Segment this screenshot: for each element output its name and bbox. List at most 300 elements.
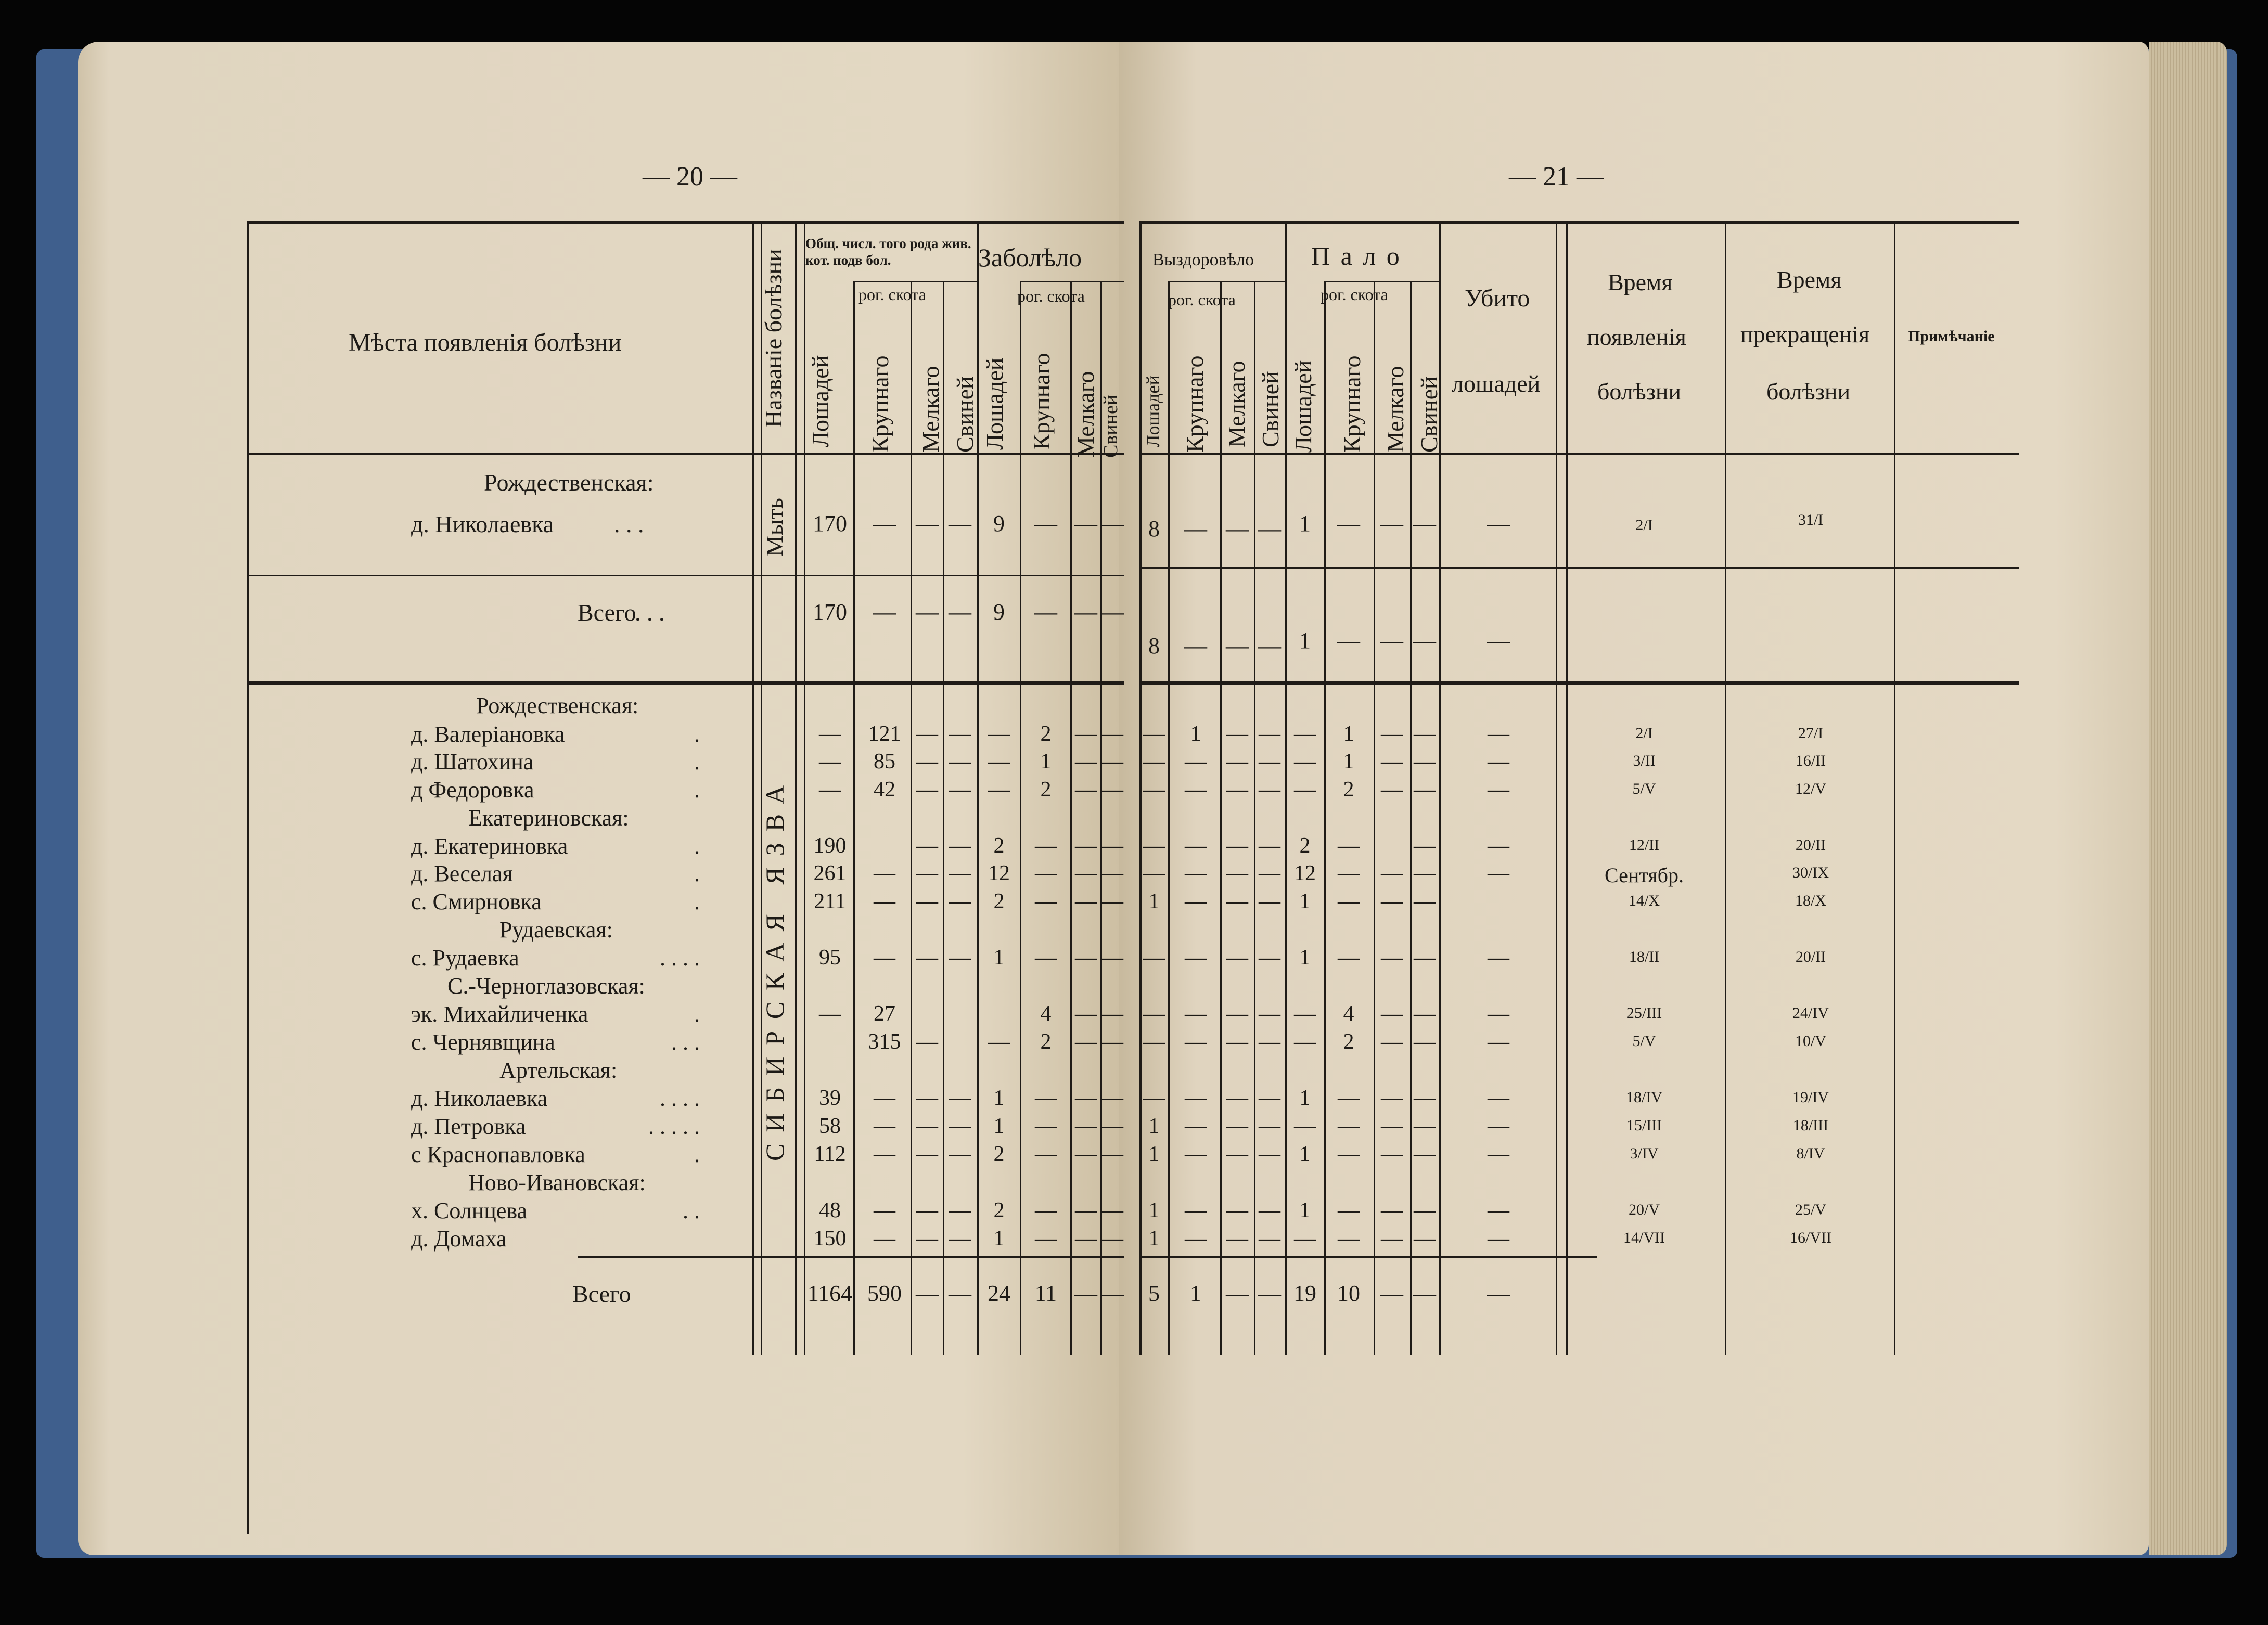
col-died-l <box>1324 281 1326 1355</box>
volost-label: Екатериновская: <box>468 805 629 831</box>
village-label: д. Екатериновка <box>411 833 568 859</box>
col-rec-l <box>1168 281 1170 1355</box>
rec-cell: 1 <box>1148 889 1160 913</box>
cell-total_horses: 261 <box>813 861 847 885</box>
col-died-p <box>1410 281 1412 1355</box>
leader-dots: . . . . . <box>648 1114 700 1139</box>
cell-ill_large: — <box>1035 946 1057 970</box>
died-cell: 1 <box>1299 946 1311 970</box>
rec-cell: — <box>1185 750 1207 773</box>
header-total-horses: Лошадей <box>807 355 834 447</box>
end-cell: 18/III <box>1792 1117 1829 1134</box>
rec-cell: — <box>1226 889 1248 913</box>
cell-total_large: — <box>874 1086 895 1110</box>
header-total-cattle: рог. скота <box>858 285 926 304</box>
cell-total_small: — <box>916 861 938 885</box>
s1-total_pigs: — <box>949 511 971 536</box>
col-disease-left <box>752 221 754 1355</box>
header-place: Мѣста появленія болѣзни <box>349 329 622 356</box>
rec-cell: — <box>1226 778 1248 802</box>
header-end-1: Время <box>1777 266 1842 293</box>
header-total-group: Общ. числ. того рода жив. кот. подв бол. <box>805 236 971 268</box>
cell-total_small: — <box>916 778 938 802</box>
header-died-horses: Лошадей <box>1290 360 1316 453</box>
died-cell: — <box>1414 1142 1436 1166</box>
rec-cell: — <box>1226 1114 1248 1138</box>
s2-sum-killed: — <box>1487 1281 1510 1306</box>
rec-cell: — <box>1143 1030 1165 1054</box>
start-cell: 18/IV <box>1626 1089 1662 1106</box>
died-cell: — <box>1381 722 1403 746</box>
rec-cell: — <box>1259 1086 1280 1110</box>
cell-total_large: — <box>874 889 895 913</box>
cell-ill_large: — <box>1035 1142 1057 1166</box>
header-total-large: Крупнаго <box>867 355 893 453</box>
cell-total_pigs: — <box>949 834 971 858</box>
cattle-rule-total <box>853 281 977 282</box>
col-died-s <box>1374 281 1375 1355</box>
cell-total_horses: 150 <box>813 1227 847 1250</box>
s1-ill_large: — <box>1034 511 1057 536</box>
s1-sum-ill_large: — <box>1034 599 1057 625</box>
cell-ill_pigs: — <box>1101 722 1123 746</box>
rec-cell: 1 <box>1148 1227 1160 1250</box>
header-total-pigs: Свиней <box>952 376 978 453</box>
leader-dots: . . . <box>671 1029 700 1055</box>
end-cell: 20/II <box>1795 948 1826 965</box>
cell-total_small: — <box>916 722 938 746</box>
cell-total_small: — <box>916 1142 938 1166</box>
col-start-b <box>1566 221 1568 1355</box>
header-rec-cattle: рог. скота <box>1168 290 1236 309</box>
cell-ill_large: — <box>1035 1227 1057 1250</box>
cell-total_pigs: — <box>949 722 971 746</box>
died-cell: — <box>1414 778 1436 802</box>
rec-cell: — <box>1185 889 1207 913</box>
cell-ill_large: — <box>1035 834 1057 858</box>
died-cell: — <box>1381 778 1403 802</box>
cell-ill_small: — <box>1075 750 1097 773</box>
cell-ill_large: 4 <box>1040 1002 1052 1026</box>
s2-sum-ill_small: — <box>1074 1281 1097 1306</box>
s2-sum-died-0: 19 <box>1293 1281 1316 1306</box>
s1-sum-label: Всего <box>578 599 636 626</box>
village-label: д. Домаха <box>411 1226 507 1252</box>
rec-cell: 1 <box>1148 1198 1160 1222</box>
village-label: д. Петровка <box>411 1114 526 1139</box>
s2-sum-label: Всего <box>572 1281 631 1307</box>
s1-ill_pigs: — <box>1101 511 1124 536</box>
s1-disease: Мыть <box>761 498 788 557</box>
died-cell: — <box>1338 1086 1360 1110</box>
r1-sum-died-2: — <box>1380 628 1403 653</box>
cell-ill_horses: 2 <box>993 834 1005 858</box>
cell-ill_pigs: — <box>1101 1030 1123 1054</box>
died-cell: — <box>1338 889 1360 913</box>
rec-cell: — <box>1226 861 1248 885</box>
died-cell: 1 <box>1343 750 1354 773</box>
cell-total_small: — <box>916 834 938 858</box>
cell-total_pigs: — <box>949 1227 971 1250</box>
cell-total_large: — <box>874 1114 895 1138</box>
rec-cell: — <box>1143 750 1165 773</box>
cell-ill_large: 1 <box>1040 750 1052 773</box>
cell-ill_small: — <box>1075 834 1097 858</box>
died-cell: 2 <box>1343 1030 1354 1054</box>
leader-dots: . <box>694 721 700 747</box>
header-end-2: прекращенія <box>1740 321 1870 347</box>
cell-ill_horses: — <box>988 778 1010 802</box>
cell-total_large: 42 <box>874 778 895 802</box>
right-top-rule <box>1139 221 2019 224</box>
killed-cell: — <box>1488 861 1509 885</box>
start-cell: 5/V <box>1632 1033 1656 1050</box>
s2-sum-total_small: — <box>916 1281 939 1306</box>
cell-ill_horses: — <box>988 750 1010 773</box>
cell-ill_horses: 12 <box>988 861 1010 885</box>
died-cell: 4 <box>1343 1002 1354 1026</box>
died-cell: — <box>1414 750 1436 773</box>
cell-total_pigs: — <box>949 750 971 773</box>
cell-total_horses: — <box>819 750 841 773</box>
died-cell: — <box>1294 778 1316 802</box>
start-cell: 14/X <box>1629 892 1660 909</box>
died-cell: — <box>1381 889 1403 913</box>
header-notes: Примѣчаніе <box>1908 328 1995 345</box>
cell-total_small: — <box>916 1086 938 1110</box>
s2-sum-total_pigs: — <box>949 1281 971 1306</box>
header-ill-large: Крупнаго <box>1028 353 1055 450</box>
header-fell-ill: Заболѣло <box>978 243 1082 272</box>
volost-label: Рудаевская: <box>499 917 613 943</box>
rec-cell: — <box>1185 861 1207 885</box>
cell-ill_horses: 2 <box>993 1198 1005 1222</box>
rec-cell: — <box>1259 946 1280 970</box>
header-start-2: появленія <box>1587 324 1686 350</box>
rec-cell: — <box>1185 1227 1207 1250</box>
s1-dots: . . . <box>614 511 644 537</box>
rec-cell: — <box>1226 1086 1248 1110</box>
s1-sum-total_small: — <box>916 599 939 625</box>
header-rec-small: Мелкаго <box>1223 360 1250 447</box>
start-cell: 14/VII <box>1623 1229 1665 1246</box>
rec-cell: — <box>1226 1030 1248 1054</box>
cell-ill_small: — <box>1075 722 1097 746</box>
killed-cell: — <box>1488 750 1509 773</box>
village-label: с. Рудаевка <box>411 945 519 971</box>
header-died-cattle: рог. скота <box>1321 285 1388 304</box>
rec-cell: — <box>1185 1002 1207 1026</box>
r1-sum-rec-1: — <box>1184 633 1207 659</box>
died-cell: — <box>1414 1198 1436 1222</box>
rec-cell: — <box>1226 750 1248 773</box>
s1-total_horses: 170 <box>813 511 847 536</box>
header-rec-pigs: Свиней <box>1257 371 1284 447</box>
cell-ill_small: — <box>1075 889 1097 913</box>
header-total-small: Мелкаго <box>917 366 944 453</box>
cell-ill_horses: 1 <box>993 1114 1005 1138</box>
killed-cell: — <box>1488 946 1509 970</box>
cell-total_horses: — <box>819 1002 841 1026</box>
cell-ill_pigs: — <box>1101 778 1123 802</box>
volost-label: С.-Черноглазовская: <box>447 973 645 999</box>
cell-total_large: 27 <box>874 1002 895 1026</box>
cell-total_pigs: — <box>949 861 971 885</box>
rec-cell: — <box>1259 1114 1280 1138</box>
died-cell: — <box>1381 1227 1403 1250</box>
left-total-rule <box>578 1256 1124 1258</box>
right-total-rule <box>1139 1256 1597 1258</box>
killed-cell: — <box>1488 1030 1509 1054</box>
died-cell: — <box>1414 722 1436 746</box>
cell-ill_large: — <box>1035 1198 1057 1222</box>
rec-cell: — <box>1185 778 1207 802</box>
rec-cell: — <box>1143 1002 1165 1026</box>
col-total-l <box>911 281 912 1355</box>
end-cell: 8/IV <box>1796 1145 1825 1162</box>
killed-cell: — <box>1488 1086 1509 1110</box>
rec-cell: — <box>1226 1198 1248 1222</box>
cell-ill_pigs: — <box>1101 861 1123 885</box>
died-cell: — <box>1294 722 1316 746</box>
s2-sum-rec-3: — <box>1258 1281 1281 1306</box>
header-killed: Убито <box>1465 285 1530 312</box>
end-cell: 18/X <box>1795 892 1826 909</box>
end-cell: 24/IV <box>1792 1004 1829 1022</box>
cell-ill_small: — <box>1075 1198 1097 1222</box>
died-cell: — <box>1294 750 1316 773</box>
village-label: с. Смирновка <box>411 889 542 914</box>
start-cell: 5/V <box>1632 780 1656 797</box>
col-rec-s <box>1220 281 1222 1355</box>
rec-cell: — <box>1259 750 1280 773</box>
died-cell: — <box>1338 1227 1360 1250</box>
cell-ill_small: — <box>1075 1030 1097 1054</box>
cell-ill_large: — <box>1035 889 1057 913</box>
s2-sum-rec-0: 5 <box>1148 1281 1160 1306</box>
cell-total_large: — <box>874 946 895 970</box>
rec-cell: — <box>1226 1002 1248 1026</box>
cell-ill_small: — <box>1075 1142 1097 1166</box>
died-cell: — <box>1414 1002 1436 1026</box>
died-cell: 12 <box>1294 861 1316 885</box>
died-cell: 1 <box>1343 722 1354 746</box>
volost-label: Ново-Ивановская: <box>468 1170 646 1195</box>
rec-cattle-rule <box>1168 281 1285 282</box>
r1-sum-died-0: 1 <box>1299 628 1311 653</box>
died-cell: — <box>1294 1030 1316 1054</box>
died-cell: — <box>1381 861 1403 885</box>
cell-ill_pigs: — <box>1101 1142 1123 1166</box>
died-cell: — <box>1338 1142 1360 1166</box>
s2-sum-total_large: 590 <box>867 1281 902 1306</box>
died-cell: 2 <box>1343 778 1354 802</box>
rec-cell: — <box>1259 722 1280 746</box>
header-ill-pigs: Свиней <box>1100 394 1122 458</box>
r1-died-2: — <box>1380 511 1403 536</box>
rec-cell: — <box>1259 861 1280 885</box>
header-ill-horses: Лошадей <box>981 357 1008 450</box>
died-cell: 1 <box>1299 1142 1311 1166</box>
rec-cell: — <box>1185 1086 1207 1110</box>
cell-total_horses: 190 <box>813 834 847 858</box>
died-cell: — <box>1381 750 1403 773</box>
col-total-h <box>853 281 855 1355</box>
cell-ill_pigs: — <box>1101 834 1123 858</box>
r1-rec-2: — <box>1226 516 1249 541</box>
end-cell: 16/II <box>1795 752 1826 769</box>
killed-cell: — <box>1488 778 1509 802</box>
cell-ill_small: — <box>1075 861 1097 885</box>
cell-ill_horses: 1 <box>993 946 1005 970</box>
village-label: с Краснопавловка <box>411 1142 585 1167</box>
killed-cell: — <box>1488 1142 1509 1166</box>
right-section-rule <box>1139 681 2019 685</box>
s1-sum-total_pigs: — <box>949 599 971 625</box>
rec-cell: — <box>1143 1086 1165 1110</box>
rec-cell: — <box>1185 1198 1207 1222</box>
leader-dots: . <box>694 861 700 886</box>
died-cell: — <box>1381 1086 1403 1110</box>
left-section-rule <box>247 681 1124 685</box>
died-cell: — <box>1294 1002 1316 1026</box>
s1-ill_small: — <box>1074 511 1097 536</box>
right-s1-rule <box>1139 567 2019 569</box>
killed-cell: — <box>1488 1198 1509 1222</box>
cell-ill_pigs: — <box>1101 1114 1123 1138</box>
end-cell: 10/V <box>1795 1033 1826 1050</box>
cell-total_large: 121 <box>868 722 901 746</box>
end-cell: 25/V <box>1795 1201 1826 1218</box>
cell-total_pigs: — <box>949 1142 971 1166</box>
cell-total_pigs: — <box>949 889 971 913</box>
r1-died-3: — <box>1413 511 1436 536</box>
end-cell: 12/V <box>1795 780 1826 797</box>
rec-cell: — <box>1143 778 1165 802</box>
cell-total_pigs: — <box>949 1198 971 1222</box>
rec-cell: — <box>1143 946 1165 970</box>
s2-sum-rec-2: — <box>1226 1281 1249 1306</box>
volost-label: Артельская: <box>499 1057 618 1083</box>
died-cell: — <box>1338 861 1360 885</box>
cell-ill_horses: 2 <box>993 889 1005 913</box>
cell-total_small: — <box>916 889 938 913</box>
col-ill-h <box>1020 281 1021 1355</box>
cell-ill_pigs: — <box>1101 1086 1123 1110</box>
r1-sum-rec-0: 8 <box>1148 633 1160 659</box>
cell-ill_small: — <box>1075 946 1097 970</box>
leader-dots: . <box>694 889 700 914</box>
start-cell: 25/III <box>1626 1004 1662 1022</box>
died-cell: — <box>1381 1002 1403 1026</box>
died-cell: — <box>1381 1114 1403 1138</box>
header-disease: Названіе болѣзни <box>760 249 787 428</box>
rec-cell: — <box>1185 834 1207 858</box>
header-rec-large: Крупнаго <box>1182 355 1208 453</box>
s1-village: д. Николаевка <box>411 511 554 537</box>
cell-ill_horses: 1 <box>993 1086 1005 1110</box>
died-cell: — <box>1338 946 1360 970</box>
s2-sum-died-2: — <box>1380 1281 1403 1306</box>
start-cell: 2/I <box>1635 725 1653 742</box>
cell-total_large: 315 <box>868 1030 901 1054</box>
s1-sum-ill_pigs: — <box>1101 599 1124 625</box>
leader-dots: . . . . <box>660 1086 700 1111</box>
volost-label: Рождественская: <box>476 693 639 718</box>
rec-cell: — <box>1259 889 1280 913</box>
cell-ill_small: — <box>1075 1114 1097 1138</box>
leader-dots: . . . . <box>660 945 700 971</box>
died-cell: — <box>1294 1227 1316 1250</box>
died-cattle-rule <box>1324 281 1439 282</box>
rec-cell: — <box>1226 946 1248 970</box>
cell-total_pigs: — <box>949 1086 971 1110</box>
rec-cell: — <box>1226 722 1248 746</box>
s1-sum-ill_horses: 9 <box>993 599 1005 625</box>
header-died-pigs: Свиней <box>1416 376 1442 453</box>
start-cell: Сентябр. <box>1604 863 1684 887</box>
died-cell: 1 <box>1299 1198 1311 1222</box>
leader-dots: . <box>694 1001 700 1027</box>
rec-cell: — <box>1259 1142 1280 1166</box>
left-page-number: — 20 — <box>643 162 737 191</box>
cattle-rule-ill <box>1020 281 1124 282</box>
s1-sum-total_large: — <box>873 599 896 625</box>
page-edges <box>2149 42 2227 1555</box>
cell-total_horses: 58 <box>819 1114 841 1138</box>
r1-rec-3: — <box>1258 516 1281 541</box>
leader-dots: . . <box>683 1198 700 1223</box>
cell-ill_large: — <box>1035 1114 1057 1138</box>
cell-total_large: — <box>874 1198 895 1222</box>
cell-ill_small: — <box>1075 778 1097 802</box>
killed-cell: — <box>1488 1114 1509 1138</box>
col-start-a <box>1556 221 1557 1355</box>
died-cell: — <box>1414 889 1436 913</box>
rec-cell: — <box>1143 834 1165 858</box>
died-cell: — <box>1381 1030 1403 1054</box>
left-s1-rule <box>247 575 1124 576</box>
rec-cell: — <box>1185 1030 1207 1054</box>
rec-cell: — <box>1185 946 1207 970</box>
died-cell: — <box>1338 834 1360 858</box>
left-header-rule <box>247 453 1124 455</box>
cell-total_large: 85 <box>874 750 895 773</box>
header-ill-cattle: рог. скота <box>1017 287 1085 305</box>
cell-total_pigs: — <box>949 778 971 802</box>
cell-ill_pigs: — <box>1101 1227 1123 1250</box>
header-died-small: Мелкаго <box>1382 366 1408 453</box>
cell-total_horses: 48 <box>819 1198 841 1222</box>
left-top-rule <box>247 221 1124 224</box>
header-recovered: Выздоровѣло <box>1152 250 1254 269</box>
col-end <box>1725 221 1726 1355</box>
cell-total_horses: 95 <box>819 946 841 970</box>
r1-died-0: 1 <box>1299 511 1311 536</box>
died-cell: 1 <box>1299 889 1311 913</box>
leader-dots: . <box>694 833 700 859</box>
header-start-3: болѣзни <box>1597 378 1682 405</box>
killed-cell: — <box>1488 1002 1509 1026</box>
cell-total_horses: 211 <box>814 889 846 913</box>
village-label: х. Солнцева <box>411 1198 528 1223</box>
cell-total_pigs: — <box>949 1114 971 1138</box>
died-cell: — <box>1414 946 1436 970</box>
cell-ill_large: 2 <box>1040 1030 1052 1054</box>
header-ill-small: Мелкаго <box>1072 371 1099 458</box>
cell-ill_large: 2 <box>1040 778 1052 802</box>
rec-cell: — <box>1259 1227 1280 1250</box>
